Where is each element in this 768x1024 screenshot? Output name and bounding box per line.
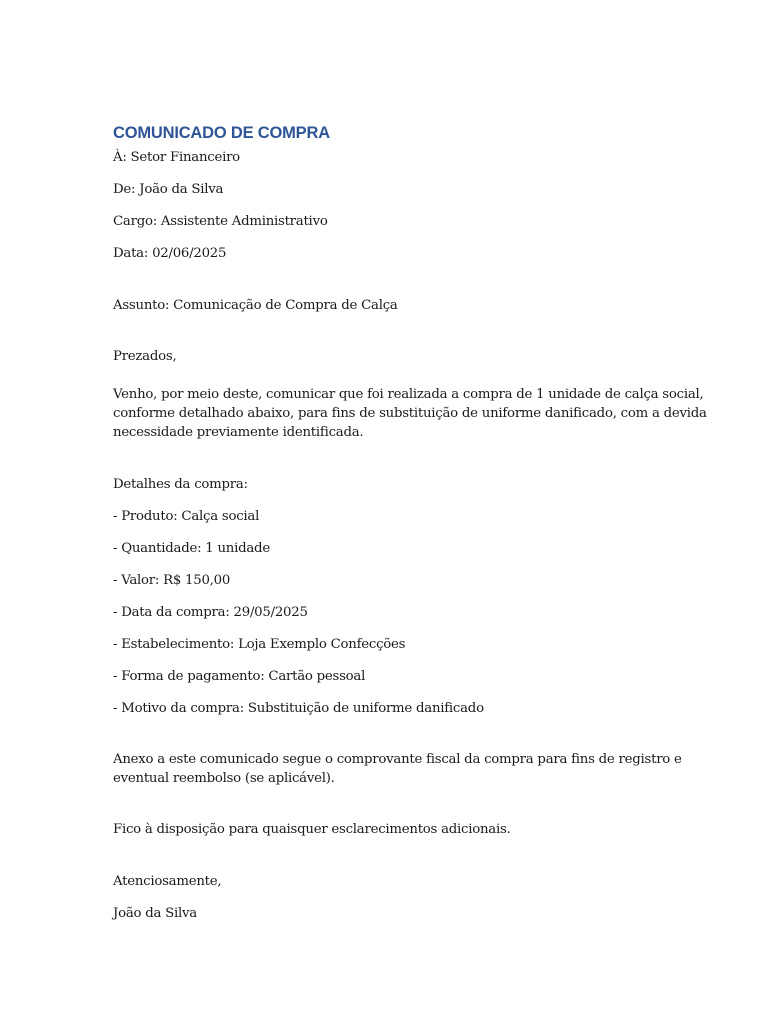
header-date: Data: 02/06/2025 xyxy=(113,246,227,261)
greeting: Prezados, xyxy=(113,349,177,364)
header-role: Cargo: Assistente Administrativo xyxy=(113,214,328,229)
header-to: À: Setor Financeiro xyxy=(113,150,240,165)
intro-line: Venho, por meio deste, comunicar que foi realizada a compra de 1 unidade de calça social, xyxy=(113,387,704,402)
detail-item-reason: - Motivo da compra: Substituição de uniforme danificado xyxy=(113,701,484,716)
intro-line: necessidade previamente identificada. xyxy=(113,425,364,440)
detail-item-purchase-date: - Data da compra: 29/05/2025 xyxy=(113,605,308,620)
closing-line: Atenciosamente, xyxy=(113,874,222,889)
header-from: De: João da Silva xyxy=(113,182,224,197)
detail-item-store: - Estabelecimento: Loja Exemplo Confecções xyxy=(113,637,406,652)
signature-name: João da Silva xyxy=(113,906,197,921)
subject-line: Assunto: Comunicação de Compra de Calça xyxy=(113,298,398,313)
attachment-line: Anexo a este comunicado segue o comprovante fiscal da compra para fins de registro e xyxy=(113,752,682,767)
detail-item-value: - Valor: R$ 150,00 xyxy=(113,573,231,588)
details-heading: Detalhes da compra: xyxy=(113,477,248,492)
document-title: COMUNICADO DE COMPRA xyxy=(113,124,330,142)
availability-line: Fico à disposição para quaisquer esclarecimentos adicionais. xyxy=(113,822,511,837)
detail-item-product: - Produto: Calça social xyxy=(113,509,260,524)
attachment-line: eventual reembolso (se aplicável). xyxy=(113,771,335,786)
detail-item-quantity: - Quantidade: 1 unidade xyxy=(113,541,270,556)
intro-line: conforme detalhado abaixo, para fins de substituição de uniforme danificado, com a devida xyxy=(113,406,707,421)
detail-item-payment: - Forma de pagamento: Cartão pessoal xyxy=(113,669,366,684)
